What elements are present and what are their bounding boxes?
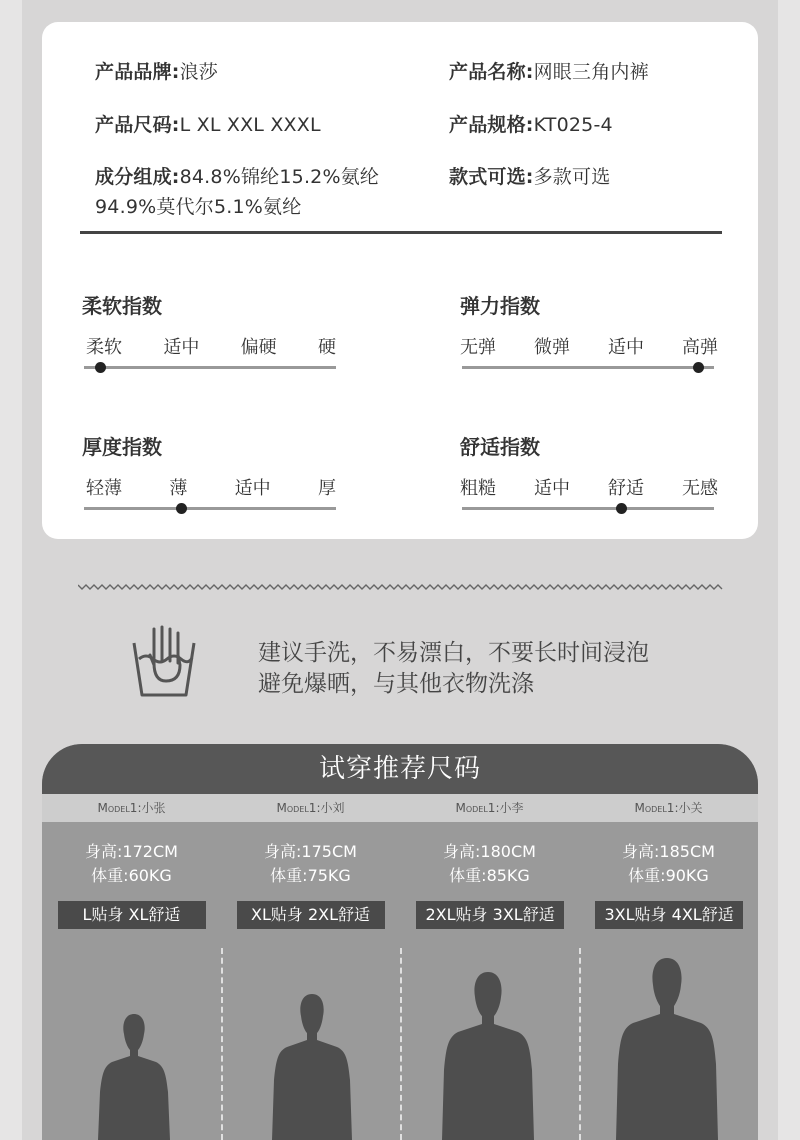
spec-brand-key: 产品品牌: <box>95 61 180 83</box>
model-column <box>400 822 579 1140</box>
spec-model-value: KT025-4 <box>533 114 613 136</box>
softness-index-title: 柔软指数 <box>82 294 162 318</box>
left-margin-strip <box>0 0 22 1140</box>
elasticity-label: 适中 <box>608 337 644 358</box>
spec-composition-key: 成分组成: <box>95 166 180 188</box>
elasticity-label: 高弹 <box>682 337 718 358</box>
elasticity-marker <box>693 362 704 373</box>
model-label: Model1:小李 <box>455 801 524 815</box>
size-guide-title: 试穿推荐尺码 <box>42 744 758 794</box>
softness-track <box>84 366 336 369</box>
model-stats <box>221 840 400 888</box>
spec-model <box>449 110 613 140</box>
comfort-scale-labels <box>460 474 718 500</box>
softness-label: 硬 <box>317 337 336 358</box>
model-column <box>579 822 758 1140</box>
spec-style-value: 多款可选 <box>533 166 611 188</box>
model-weight: 体重:90KG <box>628 866 709 885</box>
model-silhouette <box>436 970 540 1140</box>
spec-brand <box>95 57 218 87</box>
spec-composition-value2: 94.9%莫代尔5.1%氨纶 <box>95 196 302 218</box>
thickness-track <box>84 507 336 510</box>
spec-name-value: 网眼三角内裤 <box>533 61 649 83</box>
model-weight: 体重:75KG <box>270 866 351 885</box>
softness-label: 柔软 <box>86 337 122 358</box>
model-label: Model1:小张 <box>97 801 166 815</box>
size-guide-panel <box>42 744 758 1140</box>
hand-wash-icon <box>132 625 196 697</box>
size-fit-badge: L贴身 XL舒适 <box>58 901 206 929</box>
spec-style-key: 款式可选: <box>449 166 534 188</box>
thickness-scale-labels <box>86 474 336 500</box>
comfort-label: 无感 <box>682 478 718 499</box>
spec-size <box>95 110 321 140</box>
spec-model-key: 产品规格: <box>449 114 534 136</box>
elasticity-label: 微弹 <box>534 337 570 358</box>
model-stats <box>42 840 221 888</box>
model-height: 身高:175CM <box>264 842 357 861</box>
model-columns <box>42 822 758 1140</box>
elasticity-track <box>462 366 714 369</box>
softness-label: 偏硬 <box>240 337 277 358</box>
size-fit-badge: 2XL贴身 3XL舒适 <box>416 901 564 929</box>
thickness-marker <box>176 503 187 514</box>
spec-composition-value: 84.8%锦纶15.2%氨纶 <box>179 166 380 188</box>
model-silhouette <box>94 1012 174 1140</box>
model-label-bar <box>42 794 758 822</box>
spec-size-value: L XL XXL XXXL <box>179 114 321 136</box>
softness-marker <box>95 362 106 373</box>
model-weight: 体重:60KG <box>91 866 172 885</box>
model-silhouette <box>267 992 357 1140</box>
model-height: 身高:185CM <box>622 842 715 861</box>
spec-brand-value: 浪莎 <box>179 61 219 83</box>
model-stats <box>579 840 758 888</box>
thickness-label: 适中 <box>234 478 271 499</box>
spec-name-key: 产品名称: <box>449 61 534 83</box>
product-spec-card <box>42 22 758 539</box>
thickness-index-title: 厚度指数 <box>82 435 162 459</box>
comfort-marker <box>616 503 627 514</box>
size-fit-badge: XL贴身 2XL舒适 <box>237 901 385 929</box>
right-margin-strip <box>778 0 800 1140</box>
comfort-track <box>462 507 714 510</box>
model-silhouette <box>609 956 725 1140</box>
comfort-label: 舒适 <box>608 478 644 499</box>
softness-label: 适中 <box>163 337 200 358</box>
spec-composition <box>95 162 379 222</box>
elasticity-index-title: 弹力指数 <box>460 294 540 318</box>
thickness-label: 轻薄 <box>86 478 122 499</box>
model-column <box>221 822 400 1140</box>
spec-divider <box>80 231 722 234</box>
column-separator <box>579 948 581 1140</box>
comfort-label: 粗糙 <box>460 478 496 499</box>
spec-size-key: 产品尺码: <box>95 114 180 136</box>
model-height: 身高:180CM <box>443 842 536 861</box>
column-separator <box>400 948 402 1140</box>
model-label: Model1:小关 <box>634 801 703 815</box>
softness-scale-labels <box>86 333 336 359</box>
wash-instructions <box>258 638 649 700</box>
elasticity-scale-labels <box>460 333 718 359</box>
comfort-label: 适中 <box>534 478 570 499</box>
column-separator <box>221 948 223 1140</box>
wash-line-2: 避免爆晒，与其他衣物洗涤 <box>258 671 534 697</box>
size-fit-badge: 3XL贴身 4XL舒适 <box>595 901 743 929</box>
model-weight: 体重:85KG <box>449 866 530 885</box>
model-stats <box>400 840 579 888</box>
model-height: 身高:172CM <box>85 842 178 861</box>
model-column <box>42 822 221 1140</box>
spec-style <box>449 162 610 192</box>
thickness-label: 薄 <box>169 478 188 499</box>
elasticity-label: 无弹 <box>460 337 496 358</box>
wash-line-1: 建议手洗，不易漂白，不要长时间浸泡 <box>258 640 649 666</box>
model-label: Model1:小刘 <box>276 801 345 815</box>
comfort-index-title: 舒适指数 <box>460 435 540 459</box>
thickness-label: 厚 <box>317 478 336 499</box>
spec-name <box>449 57 649 87</box>
zigzag-divider <box>78 582 723 592</box>
